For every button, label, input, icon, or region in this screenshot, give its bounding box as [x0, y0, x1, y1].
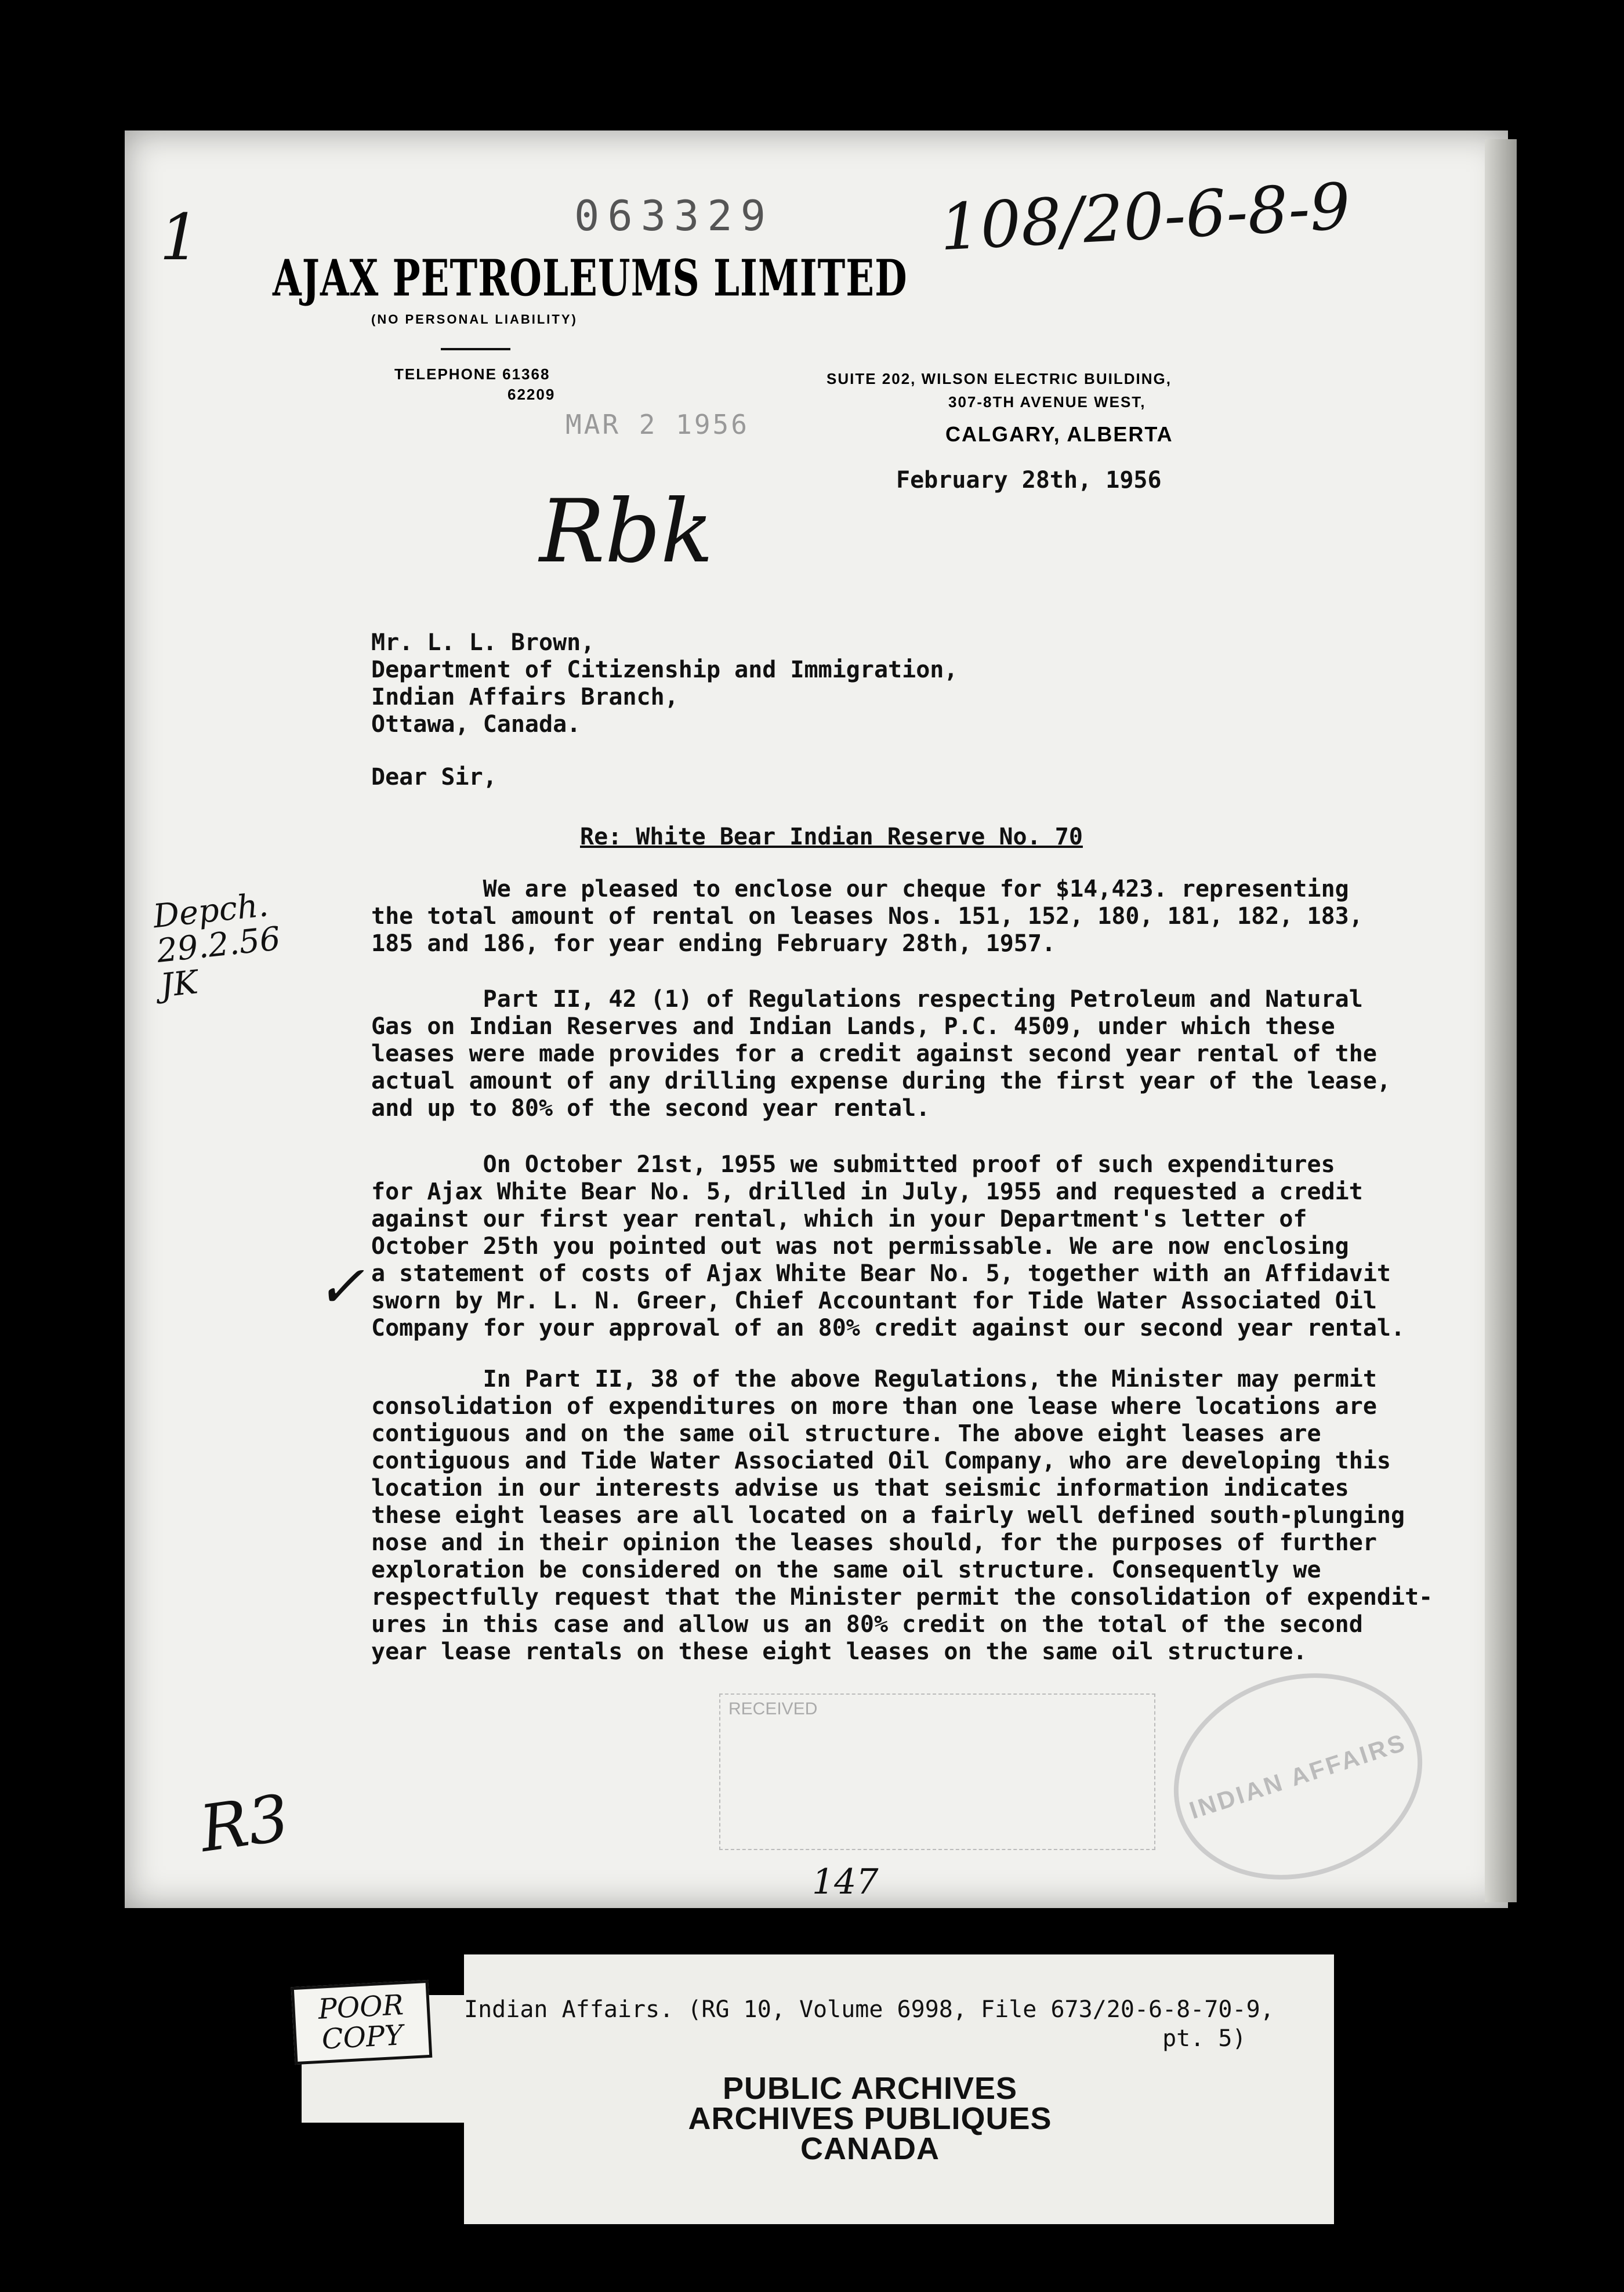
- file-reference-handwritten: 108/20-6-8-9: [938, 169, 1353, 265]
- telephone-label: TELEPHONE 61368: [394, 365, 550, 383]
- margin-mark-handwritten: 1: [160, 200, 200, 274]
- letterhead-divider: [441, 348, 510, 350]
- subject-line: Re: White Bear Indian Reserve No. 70: [580, 824, 1083, 850]
- document-number-stamp: 063329: [574, 191, 774, 240]
- address-line-1: SUITE 202, WILSON ELECTRIC BUILDING,: [826, 370, 1172, 387]
- initials-signature: Rbk: [539, 481, 713, 582]
- company-name: AJAX PETROLEUMS LIMITED: [273, 249, 908, 309]
- letter-date: February 28th, 1956: [896, 467, 1162, 494]
- page-edge: [1485, 139, 1517, 1902]
- received-stamp-box: RECEIVED: [719, 1693, 1155, 1850]
- page-number-handwritten: 147: [812, 1862, 879, 1902]
- archive-citation: Indian Affairs. (RG 10, Volume 6998, File 673/20-6-8-70-9, pt. 5): [464, 1996, 1274, 2052]
- recipient-address: Mr. L. L. Brown, Department of Citizenship and Immigration, Indian Affairs Branch, Ottawa, Canada.: [371, 629, 958, 738]
- archive-title-french: ARCHIVES PUBLIQUES: [688, 2101, 1052, 2136]
- poor-copy-label: POOR COPY: [291, 1980, 433, 2065]
- archive-title-english: PUBLIC ARCHIVES: [722, 2071, 1018, 2106]
- address-city: CALGARY, ALBERTA: [945, 422, 1173, 446]
- address-line-2: 307-8TH AVENUE WEST,: [948, 393, 1146, 411]
- telephone-number-2: 62209: [507, 386, 556, 403]
- check-mark-icon: ✓: [316, 1253, 365, 1321]
- paragraph-1: We are pleased to enclose our cheque for $14,423. representing the total amount of rental on leases Nos. 151, 152, 180, 181, 182, 183, 185 and 186, for year ending February 28th, 1957.: [371, 876, 1363, 957]
- salutation: Dear Sir,: [371, 764, 497, 790]
- received-date-stamp: MAR 2 1956: [566, 409, 749, 440]
- r3-note-handwritten: R3: [195, 1780, 293, 1867]
- paragraph-4: In Part II, 38 of the above Regulations, the Minister may permit consolidation of expenditures on more than one lease where locations are contiguous and on the same oil structure. The above eight leases are contiguous and Tide Water Associated Oil Company, who are developing this location in our interests advise us that seismic information indicates these eight leases are all located on a fairly well defined south-plunging nose and in their opinion the leases should, for the purposes of further exploration be considered on the same oil structure. Consequently we respectfully request that the Minister permit the consolidation of expendit- ures in this case and allow us an 80% credit on the total of the second year lease rentals on these eight leases on the same oil structure.: [371, 1366, 1433, 1665]
- margin-note-handwritten: Depch. 29.2.56 JK: [151, 886, 282, 1005]
- paragraph-2: Part II, 42 (1) of Regulations respecting Petroleum and Natural Gas on Indian Reserves and Indian Lands, P.C. 4509, under which these leases were made provides for a credit against second year rental of the actual amount of any drilling expense during the first year of the lease, and up to 80% of the second year rental.: [371, 986, 1391, 1122]
- archive-title-country: CANADA: [800, 2131, 940, 2166]
- paragraph-3: On October 21st, 1955 we submitted proof of such expenditures for Ajax White Bear No. 5, drilled in July, 1955 and requested a credit against our first year rental, which in your Department's letter of October 25th you pointed out was not permissable. We are now enclosing a statement of costs of Ajax White Bear No. 5, together with an Affidavit sworn by Mr. L. N. Greer, Chief Accountant for Tide Water Associated Oil Company for your approval of an 80% credit against our second year rental.: [371, 1151, 1405, 1341]
- company-liability: (NO PERSONAL LIABILITY): [371, 312, 578, 327]
- round-office-stamp: INDIAN AFFAIRS: [1147, 1642, 1449, 1911]
